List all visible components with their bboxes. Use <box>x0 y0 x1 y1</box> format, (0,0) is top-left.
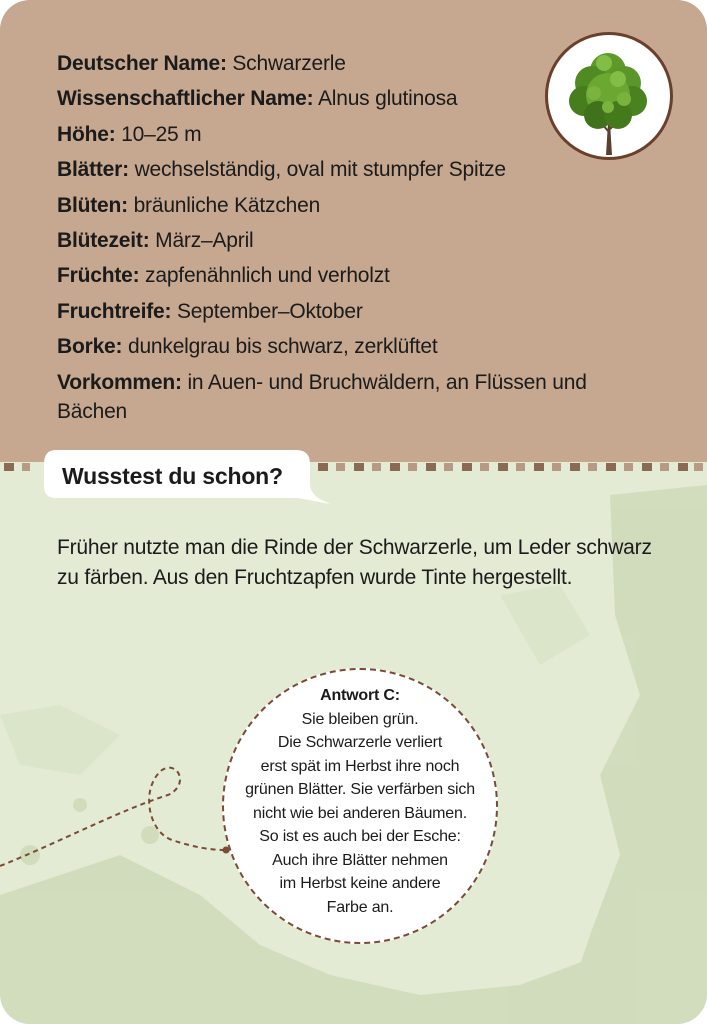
fact-value: in Auen- und Bruchwäldern, an Flüssen und Bächen <box>57 370 587 423</box>
fact-label: Blüten : <box>57 194 128 217</box>
answer-line: grünen Blätter. Sie verfärben sich <box>245 781 475 798</box>
fact-value: September–Oktober <box>176 299 363 323</box>
fact-label: Höhe : <box>57 123 116 146</box>
answer-line: im Herbst keine andere <box>279 875 441 892</box>
answer-line: Auch ihre Blätter nehmen <box>272 851 448 869</box>
fact-label: Deutscher Name : <box>57 52 227 75</box>
fact-label: Früchte : <box>57 264 139 287</box>
fact-value: 10–25 m <box>121 122 202 146</box>
answer-line: So ist es auch bei der Esche: <box>259 828 461 845</box>
answer-line: Die Schwarzerle verliert <box>277 734 443 751</box>
fact-value: Schwarzerle <box>232 52 346 75</box>
fact-value: März–April <box>155 229 254 253</box>
answer-title: Antwort C: <box>320 687 400 704</box>
fact-label: Fruchtreife : <box>57 300 171 323</box>
did-you-know-title: Wusstest du schon? <box>62 463 283 489</box>
fact-value: wechselständig, oval mit stumpfer Spitze <box>134 158 506 182</box>
fact-label: Wissenschaftlicher Name : <box>57 87 313 110</box>
answer-line: erst spät im Herbst ihre noch <box>260 757 460 775</box>
fact-label: Blätter : <box>57 158 129 181</box>
answer-line: nicht wie bei anderen Bäumen. <box>253 804 467 822</box>
fact-value: Alnus glutinosa <box>317 87 458 111</box>
answer-line: Sie bleiben grün. <box>301 710 419 728</box>
fact-value: zapfenähnlich und verholzt <box>145 264 390 288</box>
did-you-know-text: Früher nutzte man die Rinde der Schwarzerle, um Leder schwarz zu färben. Aus den Fruchtzapfen wurde Tinte hergestellt. <box>57 536 652 589</box>
fact-label: Borke : <box>57 335 122 358</box>
fact-label: Vorkommen : <box>57 371 182 394</box>
fact-value: dunkelgrau bis schwarz, zerklüftet <box>127 335 438 359</box>
answer-line: Farbe an. <box>326 898 394 916</box>
fact-label: Blütezeit : <box>57 229 150 252</box>
fact-value: bräunliche Kätzchen <box>133 193 321 217</box>
answer-text <box>222 684 498 919</box>
